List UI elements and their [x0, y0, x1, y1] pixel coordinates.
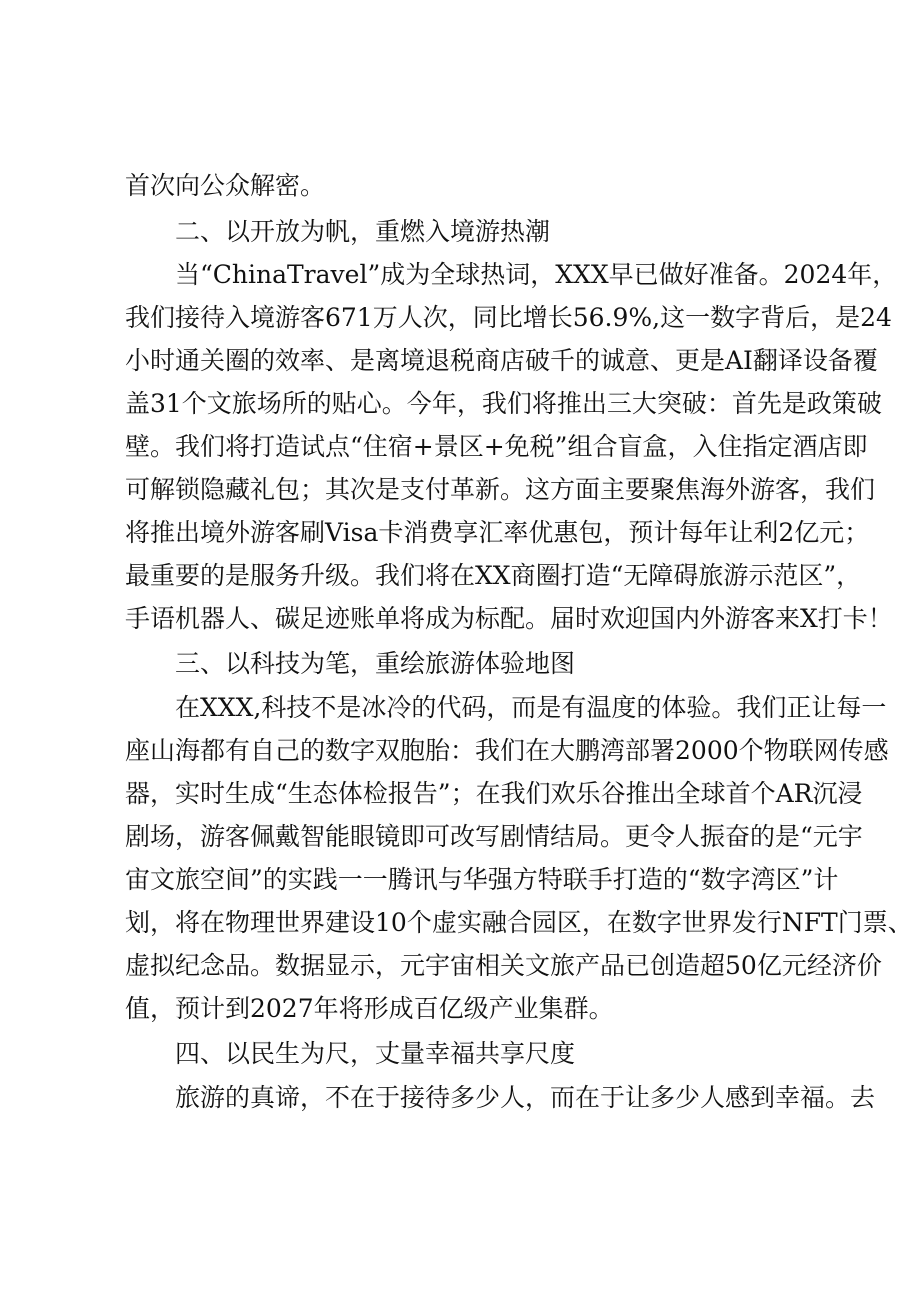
paragraph-line: 在XXX,科技不是冰冷的代码，而是有温度的体验。我们正让每一: [175, 693, 887, 722]
paragraph-line: 当“ChinaTravel”成为全球热词，XXX早已做好准备。2024年，: [175, 260, 898, 289]
paragraph-line: 划，将在物理世界建设10个虚实融合园区，在数字世界发行NFT门票、: [125, 908, 913, 937]
paragraph-line: 我们接待入境游客671万人次，同比增长56.9%,这一数字背后，是24: [125, 303, 892, 332]
paragraph-line: 剧场，游客佩戴智能眼镜即可改写剧情结局。更令人振奋的是“元宇: [125, 822, 863, 851]
paragraph-line: 宙文旅空间”的实践一一腾讯与华强方特联手打造的“数字湾区”计: [125, 865, 839, 894]
paragraph-line: 将推出境外游客刷Visa卡消费享汇率优惠包，预计每年让利2亿元；: [125, 518, 870, 547]
paragraph-line: 座山海都有自己的数字双胞胎：我们在大鹏湾部署2000个物联网传感: [125, 736, 889, 765]
paragraph-line: 器，实时生成“生态体检报告”；在我们欢乐谷推出全球首个AR沉浸: [125, 779, 863, 808]
paragraph-line: 小时通关圈的效率、是离境退税商店破千的诚意、更是AI翻译设备覆: [125, 346, 878, 375]
paragraph-line: 壁。我们将打造试点“住宿+景区+免税”组合盲盒，入住指定酒店即: [125, 432, 868, 461]
paragraph-line: 手语机器人、碳足迹账单将成为标配。届时欢迎国内外游客来X打卡！: [125, 604, 893, 633]
opening-line: 首次向公众解密。: [125, 171, 326, 200]
section-heading-open: 二、以开放为帆，重燃入境游热潮: [175, 217, 551, 246]
paragraph-line: 最重要的是服务升级。我们将在XX商圈打造“无障碍旅游示范区”，: [125, 561, 862, 590]
section-heading-tech: 三、以科技为笔，重绘旅游体验地图: [175, 649, 576, 678]
section-heading-livelihood: 四、以民生为尺，丈量幸福共享尺度: [175, 1039, 576, 1068]
paragraph-line: 可解锁隐藏礼包；其次是支付革新。这方面主要聚焦海外游客，我们: [125, 475, 876, 504]
paragraph-line: 虚拟纪念品。数据显示，元宇宙相关文旅产品已创造超50亿元经济价: [125, 951, 882, 980]
paragraph-line: 旅游的真谛，不在于接待多少人，而在于让多少人感到幸福。去: [175, 1083, 876, 1112]
paragraph-line: 值，预计到2027年将形成百亿级产业集群。: [125, 994, 614, 1023]
paragraph-line: 盖31个文旅场所的贴心。今年，我们将推出三大突破：首先是政策破: [125, 389, 882, 418]
